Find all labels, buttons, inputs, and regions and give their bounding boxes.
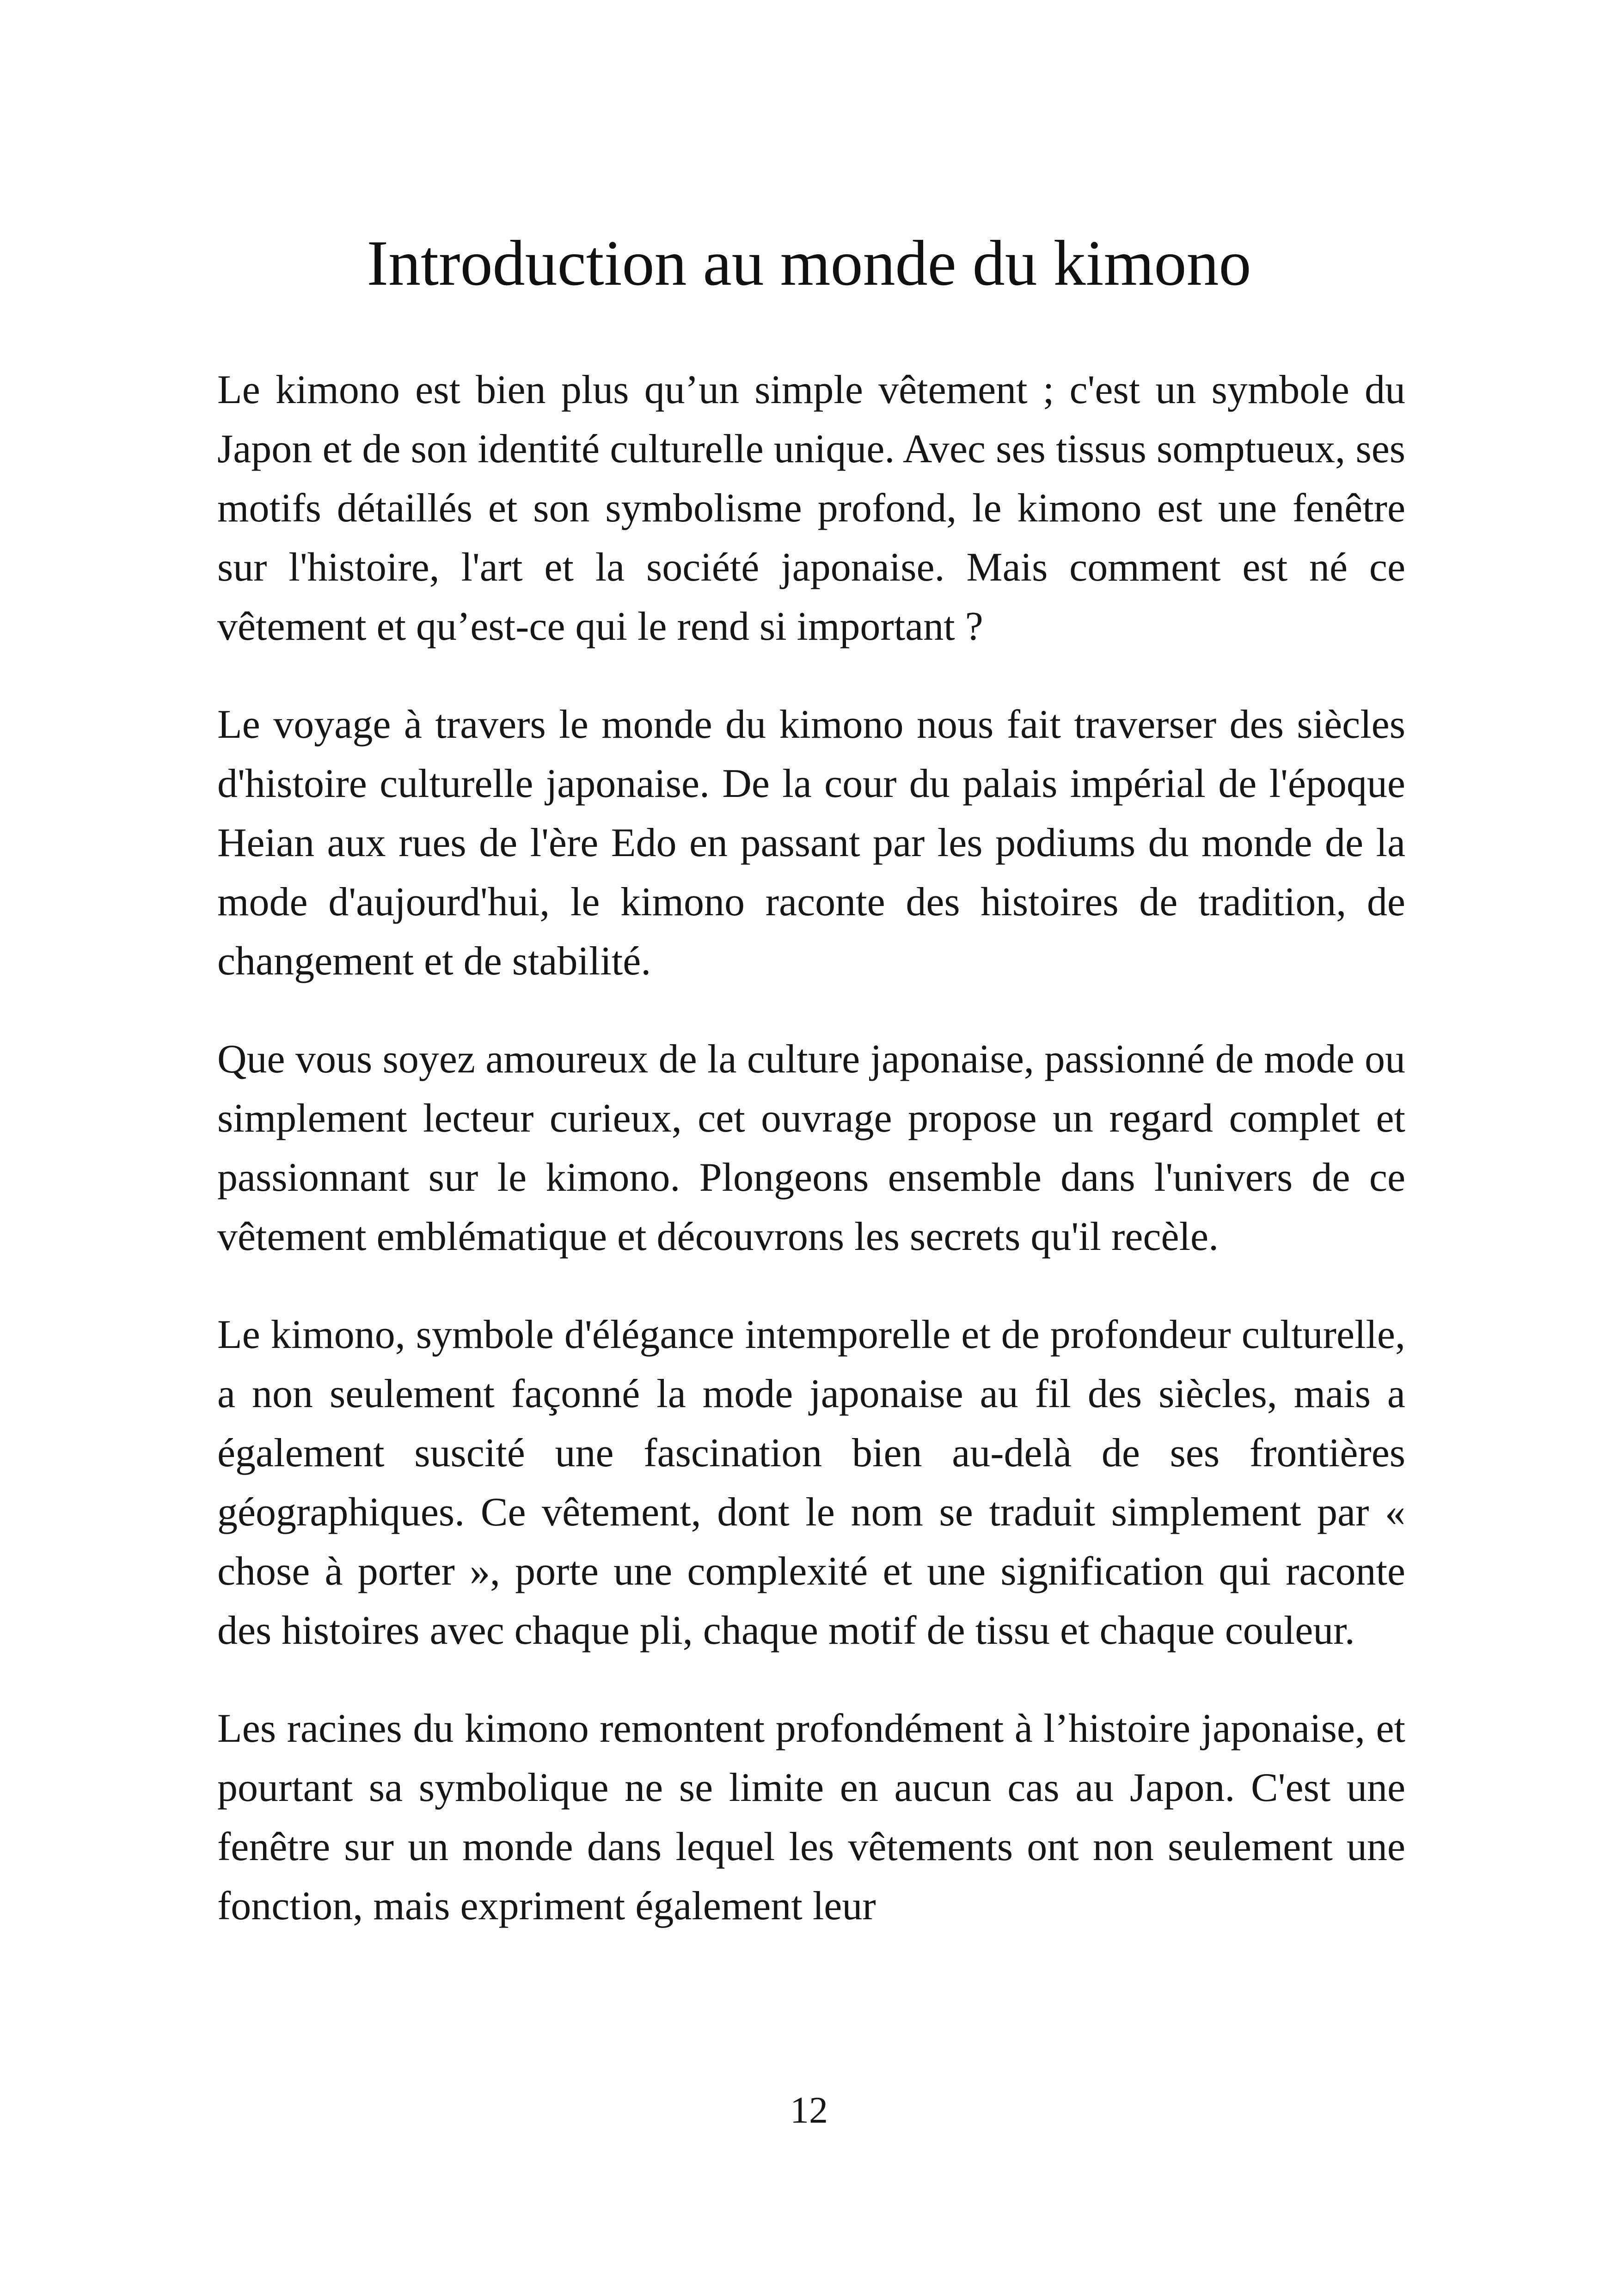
paragraph-1: Le kimono est bien plus qu’un simple vêtement ; c'est un symbole du Japon et de son identité culturelle unique. Avec ses tissus somptueux, ses motifs détaillés et son symbolisme profond, le kimono est une fenêtre sur l'histoire, l'art et la société japonaise. Mais comment est né ce vêtement et qu’est-ce qui le rend si important ? bbox=[217, 367, 1405, 649]
page-number: 12 bbox=[790, 2089, 828, 2131]
paragraph-4: Le kimono, symbole d'élégance intemporelle et de profondeur culturelle, a non seulement façonné la mode japonaise au fil des siècles, mais a également suscité une fascination bien au-delà de ses frontières géographiques. Ce vêtement, dont le nom se traduit simplement par « chose à porter », porte une complexité et une signification qui raconte des histoires avec chaque pli, chaque motif de tissu et chaque couleur. bbox=[217, 1312, 1405, 1653]
paragraph-2: Le voyage à travers le monde du kimono nous fait traverser des siècles d'histoire culturelle japonaise. De la cour du palais impérial de l'époque Heian aux rues de l'ère Edo en passant par les podiums du monde de la mode d'aujourd'hui, le kimono raconte des histoires de tradition, de changement et de stabilité. bbox=[217, 702, 1405, 984]
page-title: Introduction au monde du kimono bbox=[367, 227, 1251, 299]
body-text bbox=[217, 361, 1405, 1975]
paragraph-5: Les racines du kimono remontent profondément à l’histoire japonaise, et pourtant sa symbolique ne se limite en aucun cas au Japon. C'est une fenêtre sur un monde dans lequel les vêtements ont non seulement une fonction, mais expriment également leur bbox=[217, 1706, 1405, 1929]
paragraph-3: Que vous soyez amoureux de la culture japonaise, passionné de mode ou simplement lecteur curieux, cet ouvrage propose un regard complet et passionnant sur le kimono. Plongeons ensemble dans l'univers de ce vêtement emblématique et découvrons les secrets qu'il recèle. bbox=[217, 1037, 1405, 1259]
